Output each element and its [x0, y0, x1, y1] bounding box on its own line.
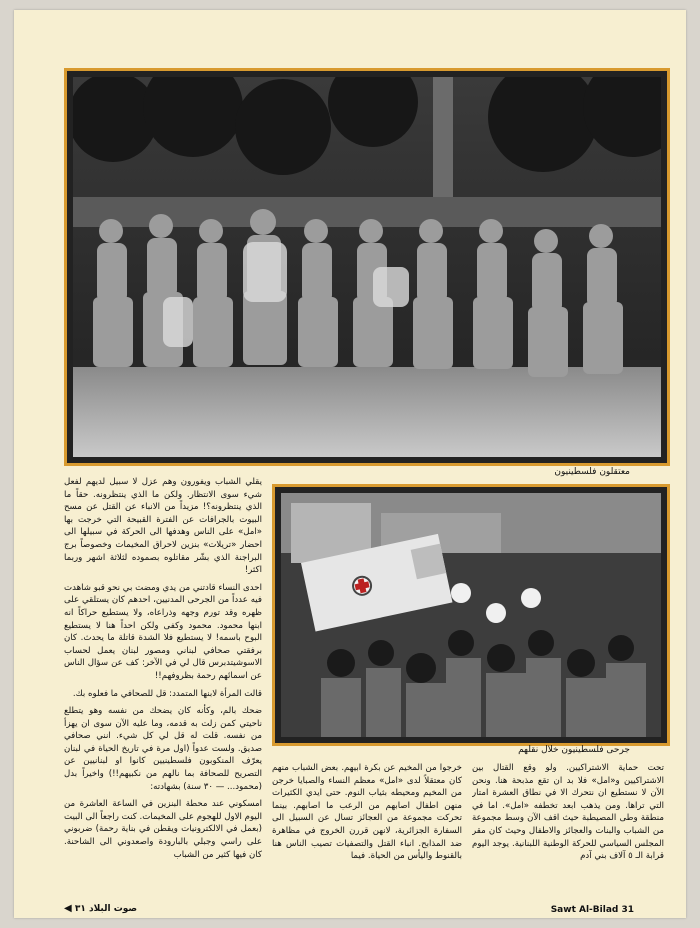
paragraph: قالت المرأة لابنها المتمدد: قل للصحافي ما فعلوه بك.	[72, 688, 262, 699]
photo-wounded-frame	[272, 484, 670, 746]
wounded-illustration	[281, 493, 661, 737]
paragraph: احدى النساء قادتني من يدي ومضت بي نحو قبو شاهدت فيه عدداً من الجرحى المدنيين، احدهم كان يستلقي على ظهره وقد تورم وجهه وذراعاه، ولا يستطيع حراكاً انه ابنها محمود. محمود وكفى ولكن احداً هنا لا يستطيع البوح باسمه! لا يستطيع فلا الشدة قاتلة ما يحدث. كان برفقتي صحافي لبناني ومصور لبنان يعمل لحساب الاسوشيتدبرس قال لي في الآخر: كف عن سؤال الناس عن اسمائهم رحمة بظروفهم!!	[64, 582, 262, 681]
footer-folio-arabic-text: صوت البلاد ٣١	[74, 904, 138, 914]
paragraph: خرجوا من المخيم عن بكرة ابيهم. بعض الشباب منهم كان معتقلاً لدى «امل» معظم النساء والصبايا خرجن من المخيم ومحيطه بثياب النوم. حتى ايدي الكثيرات منهن اطفال اصابهم من الرعب ما اصابهم. بينما تحركت مجموعة من العجائز تسال عن السبيل الى السفارة الجزائرية، لانهن قررن الخروج في مظاهرة ضد المذابح. انباء القتل والتصفيات تصيب الناس هنا بالقنوط واليأس من الحياة. فيما	[272, 763, 462, 862]
article-column-right	[472, 762, 664, 892]
photo-detainees	[73, 77, 661, 457]
article-column-middle	[272, 762, 462, 892]
photo-wounded	[281, 493, 661, 737]
paragraph: تحت حماية الاشتراكيين. ولو وقع القتال بين الاشتراكيين و«امل» فلا بد ان تقع مذبحة هنا. ونحن الآن لا نستطيع ان نتحرك الا في نطاق العشرة امتار التي تراها. ومن يذهب ابعد تخطفه «امل». اما في منطقة وطى المصيطبة حيث اقف الآن وسط مجموعة من الشباب والبنات والعجائز والاطفال وحيث كان مقر المجلس السياسي للحركة الوطنية اللبنانية. يوجد اليوم قرابة الـ ٥ آلاف بني آدم	[472, 763, 664, 862]
magazine-page	[14, 10, 686, 918]
photo-detainees-frame	[64, 68, 670, 466]
paragraph: يقلي الشباب ويفورون وهم عزل لا سبيل لديهم لفعل شيء سوى الانتظار. ولكن ما الذي ينتظرونه. حقاً ما الذي ينتظرونه؟! مزيداً من الانباء عن القتل عن مسح البيوت بالجرافات عن الفترة القبيحة التي خرجت بها «امل» على الناس وهدفها الى الحركة في سبيلها الى احضار «تريلات» بنزين لاحراق المخيمات وخصوصاً برج البراجنة الذي بشّر مقاتلوه بصموده لثلاثة اشهر وربما اكثر!	[64, 477, 262, 576]
article-column-left	[64, 476, 262, 906]
footer-folio-latin: Sawt Al-Bilad 31	[550, 905, 634, 915]
paragraph: ضحك بالم، وكأنه كان يضحك من نفسه وهو يتطلع ناحيتي كمن زلت به قدمه، وما عليه الآن سوى ان يهزأ من نفسه. قلت له قل لي كل شيء. انني صحافي صديق. ولست عدواً (اول مرة في تاريخ الحياة في لبنان يعرّف المنكوبون فلسطينيين كانوا او لبنانيين عن التصريح للصحافة بما نالهم من نكبيهم!!) واخيراً بدل (محمود... — ٣٠ سنة) بشهادته:	[64, 706, 262, 792]
caption-wounded: جرحى فلسطينيون خلال نقلهم	[518, 745, 630, 755]
caption-detainees: معتقلون فلسطينيون	[554, 467, 630, 477]
detainees-illustration	[73, 77, 661, 457]
footer-folio-arabic	[60, 903, 137, 914]
paragraph: امسكوني عند محطة البنزين في الساعة العاشرة من اليوم الاول للهجوم على المخيمات. كنت راجعاً الى البيت (بعمل في الالكترونيات ويقطن في بناية رحمة) ضربوني على راسي وجبلي بالبارودة واصعدوني الى الشاحنة. كان فيها كثير من الشباب	[64, 799, 262, 860]
arrow-left-icon: ◀	[64, 903, 72, 914]
